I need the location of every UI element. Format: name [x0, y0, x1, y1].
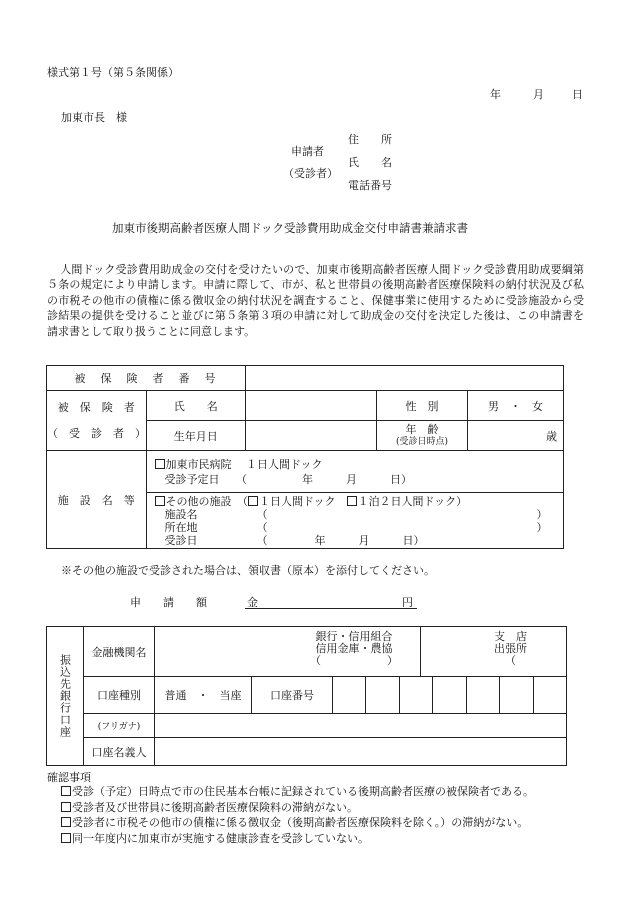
other-address-paren-open: （	[256, 520, 268, 534]
account-digit-box[interactable]	[333, 677, 366, 713]
account-type-options[interactable]: 普通 ・ 当座	[155, 677, 252, 714]
hospital-cell	[146, 451, 564, 493]
insured-label: 被 保 険 者	[57, 400, 135, 414]
receipt-note: ※その他の施設で受診された場合は、領収書（原本）を添付してください。	[61, 564, 435, 577]
institution-field[interactable]	[155, 627, 567, 677]
amount-field[interactable]	[245, 608, 417, 609]
institution-label: 金融機関名	[84, 627, 155, 677]
confirm-checkbox[interactable]	[61, 786, 71, 796]
sex-label: 性 別	[377, 391, 468, 421]
two-day-dock-checkbox[interactable]	[347, 496, 357, 506]
account-digit-box[interactable]	[433, 677, 466, 713]
examinee-label: （ 受 診 者 ）	[47, 426, 146, 440]
date-month: 月	[533, 88, 544, 101]
name-field[interactable]	[246, 391, 377, 421]
furigana-field[interactable]	[155, 714, 567, 738]
account-number-label: 口座番号	[252, 677, 333, 714]
confirm-list	[61, 784, 534, 846]
facility-label: 施 設 名 等	[47, 451, 147, 549]
bank-types: 銀行・信用組合 信用金庫・農協 （ ）	[310, 630, 398, 667]
hospital-date: 受診予定日 （ 年 月 日）	[164, 472, 412, 486]
other-facility-label: その他の施設 （	[165, 494, 248, 508]
name-label: 氏 名	[348, 156, 392, 169]
other-address-label: 所在地	[164, 520, 198, 534]
other-date-label: 受診日	[164, 533, 198, 547]
date-day: 日	[572, 88, 583, 101]
amount-label: 申 請 額	[130, 596, 207, 609]
confirm-checkbox[interactable]	[61, 802, 71, 812]
amount-prefix: 金	[247, 596, 258, 609]
bank-side-label-cell	[47, 627, 84, 766]
bank-table	[46, 626, 567, 766]
applicant-sub-label: （受診者）	[283, 167, 338, 180]
account-digit-box[interactable]	[467, 677, 500, 713]
other-date-paren-open: （	[256, 533, 268, 547]
two-day-dock-label: １泊２日人間ドック）	[357, 494, 468, 508]
account-digit-box[interactable]	[400, 677, 433, 713]
branch-types: 支 店 出張所 （	[494, 630, 527, 667]
confirm-heading: 確認事項	[47, 771, 91, 784]
holder-field[interactable]	[155, 738, 567, 766]
other-name-paren-open: （	[256, 507, 268, 521]
account-number-field[interactable]	[333, 677, 567, 714]
bank-paren: （ ）	[310, 654, 398, 667]
other-facility-checkbox[interactable]	[155, 496, 165, 506]
age-unit: 歳	[546, 429, 557, 443]
account-type-label: 口座種別	[84, 677, 155, 714]
confirm-item[interactable]: 受診者及び世帯員に後期高齢者医療保険料の滞納がない。	[61, 800, 534, 816]
name-label-cell: 氏 名	[146, 391, 246, 421]
confirm-checkbox[interactable]	[61, 817, 71, 827]
confirm-item[interactable]: 同一年度内に加東市が実施する健康診査を受診していない。	[61, 831, 534, 847]
account-digit-box[interactable]	[500, 677, 533, 713]
bank-divider	[420, 627, 421, 677]
insured-table	[46, 365, 564, 549]
birth-label: 生年月日	[146, 421, 246, 451]
furigana-label: (フリガナ)	[84, 714, 155, 738]
confirm-checkbox[interactable]	[61, 833, 71, 843]
body-text: 人間ドック受診費用助成金の交付を受けたいので、加東市後期高齢者医療人間ドック受診費用助成要綱第５条の規定により申請します。申請に際して、市が、私と世帯員の後期高齢者医療保険料の納付状況及び私の市税その他市の債権に係る徴収金の納付状況を調査すること、保健事業に使用するために受診施設から受診結果の提供を受けること並びに第５条第３項の申請に対して助成金の交付を決定した後は、この申請書を請求書として取り扱うことに同意します。	[47, 263, 584, 338]
account-digit-box[interactable]	[366, 677, 399, 713]
birth-field[interactable]	[246, 421, 377, 451]
other-address-paren-close: ）	[536, 520, 548, 534]
insured-label-cell	[47, 391, 147, 451]
confirm-item[interactable]: 受診（予定）日時点で市の住民基本台帳に記録されている後期高齢者医療の被保険者である。	[61, 784, 534, 800]
other-name-label: 施設名	[164, 507, 198, 521]
one-day-dock-checkbox[interactable]	[248, 496, 258, 506]
hospital-option[interactable]: 加東市民病院 １日人間ドック	[155, 457, 564, 472]
sex-options[interactable]: 男 ・ 女	[468, 391, 564, 421]
other-facility-cell	[146, 493, 564, 549]
age-field[interactable]	[468, 421, 564, 451]
address-label: 住 所	[348, 133, 392, 146]
age-sub-label: (受診日時点)	[395, 436, 449, 447]
phone-label: 電話番号	[348, 179, 392, 192]
form-number: 様式第１号（第５条関係）	[47, 66, 179, 79]
addressee: 加東市長 様	[61, 111, 127, 124]
bank-side-label: 振込先銀行口座	[58, 654, 72, 738]
other-name-paren-close: ）	[536, 507, 548, 521]
amount-unit: 円	[402, 596, 413, 609]
one-day-dock-label: １日人間ドック	[259, 494, 336, 508]
account-digit-box[interactable]	[534, 677, 566, 713]
applicant-label: 申請者	[291, 145, 324, 158]
other-date-blank: 年 月 日）	[314, 533, 425, 547]
age-label-cell	[377, 421, 468, 451]
date-year: 年	[490, 88, 501, 101]
age-label: 年 齢	[405, 422, 439, 436]
insured-number-label: 被 保 険 者 番 号	[47, 366, 246, 391]
document-title: 加東市後期高齢者医療人間ドック受診費用助成金交付申請書兼請求書	[112, 221, 469, 235]
insured-number-field[interactable]	[246, 366, 564, 391]
confirm-item[interactable]: 受診者に市税その他市の債権に係る徴収金（後期高齢者医療保険料を除く。）の滞納がない。	[61, 815, 534, 831]
holder-label: 口座名義人	[84, 738, 155, 766]
hospital-checkbox[interactable]	[155, 459, 165, 469]
